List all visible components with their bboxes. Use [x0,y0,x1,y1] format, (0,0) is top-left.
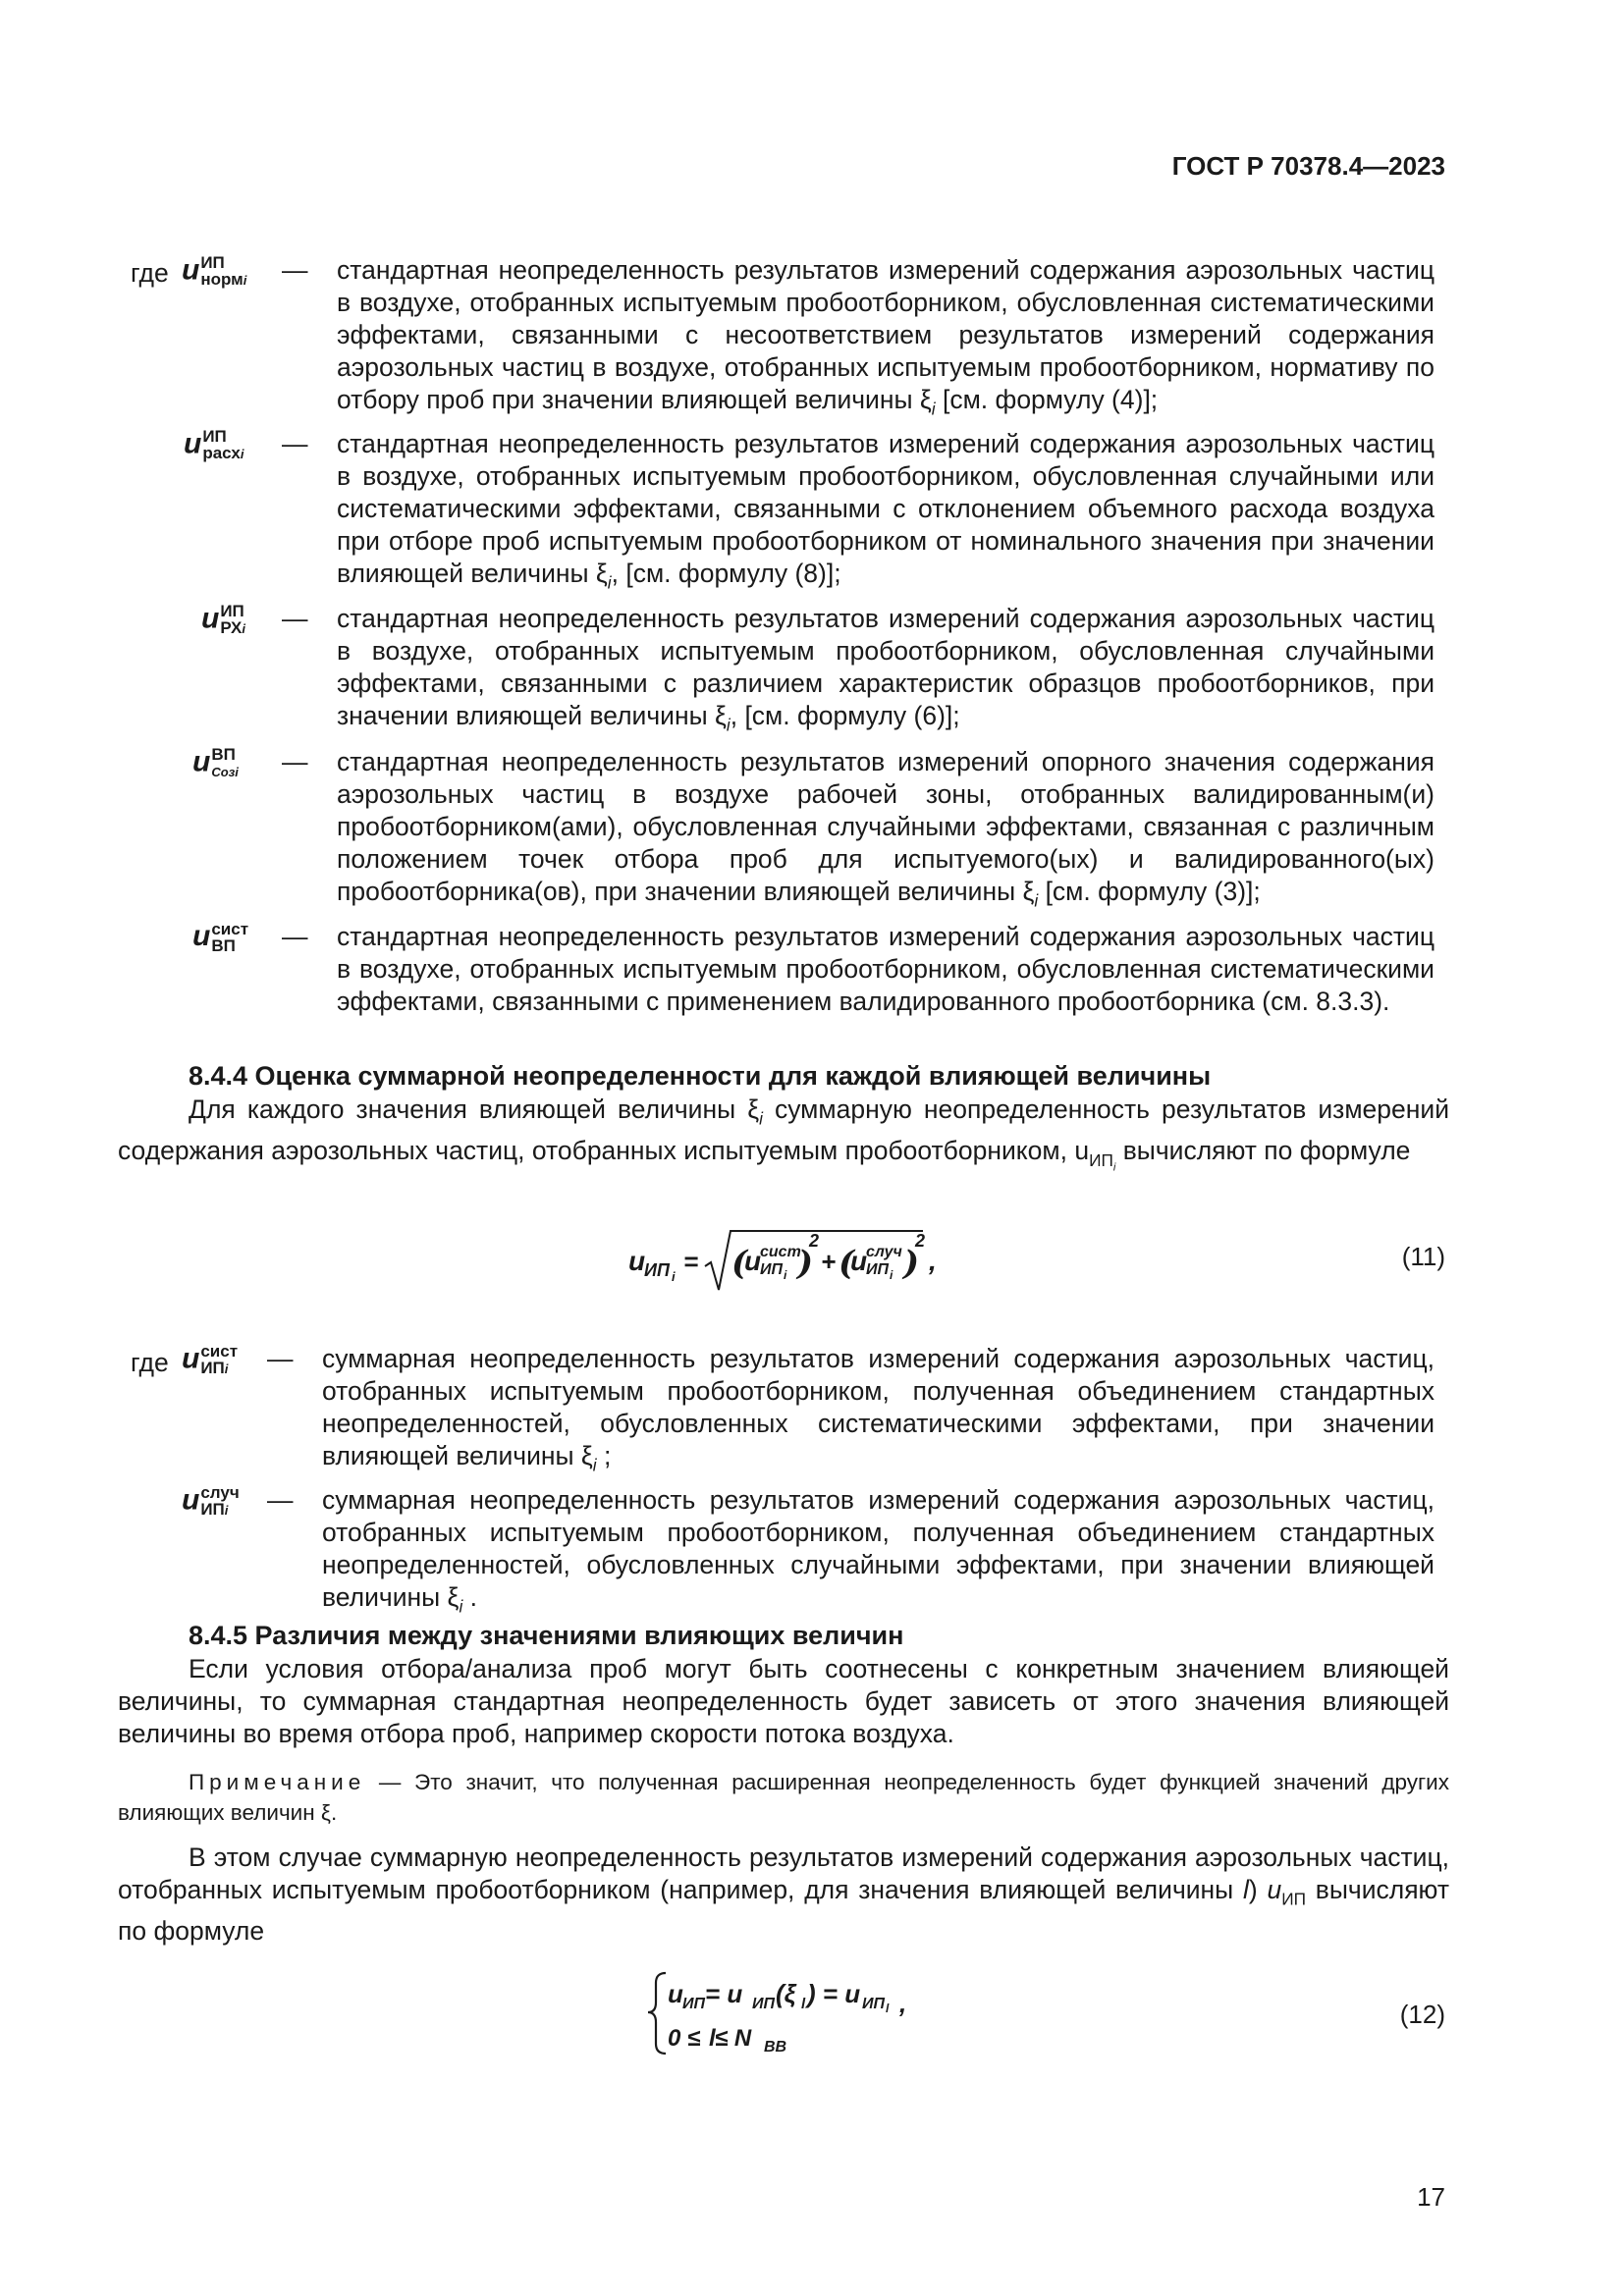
formula-11-paren: ) [797,1244,814,1283]
formula-12 [652,1969,917,2064]
formula-12-eq-u2: ) = u [807,1979,861,2008]
formula-11-paren: ) [903,1244,920,1283]
formula-11-sub-ip2: ИП [866,1261,890,1278]
formula-11-paren: ( [839,1244,855,1283]
definition-u-vp-c: стандартная неопределенность результатов измерений опорного значения содержания аэрозольных частиц в воздухе рабочей зоны, отобранных валидированным(и) пробоотборником(ами), обусловленная случайными эффектами, связанная с различным положением точек отбора проб для испытуемого(ых) и валидированного(ых) пробоотборника(ов), при значении влияющей величины $\xi_i$ [см. формулу (3)]; [337,747,1435,911]
definition-dash: — [282,604,308,633]
symbol-u-raskh: u ИП расхi [184,427,244,462]
paragraph-844: Для каждого значения влияющей величины $\xi_i$ суммарную неопределенность результатов измерений содержания аэрозольных частиц, отобранных испытуемым пробоотборником, $u_{ИП_i}$ вычисляют по формуле [118,1095,1449,1174]
formula-11-plus: + [821,1247,837,1276]
definition-u-norm: стандартная неопределенность результатов измерений содержания аэрозольных частиц в воздухе, отобранных испытуемым пробоотборником, обусловленная систематическими эффектами, связанными с несоответствием результатов измерений содержания аэрозольных частиц в воздухе, отобранных испытуемым пробоотборником, нормативу по отбору проб при значении влияющей величины $\xi_i$ [см. формулу (4)]; [337,255,1435,419]
paragraph-case: В этом случае суммарную неопределенность результатов измерений содержания аэрозольных частиц, отобранных испытуемым пробоотборником (например, для значения влияющей величины l) $u_{ИП}$ вычисляют по формуле [118,1842,1449,1947]
formula-12-eq-u: = u [705,1979,743,2008]
definition-u-raskh: стандартная неопределенность результатов измерений содержания аэрозольных частиц в воздухе, отобранных испытуемым пробоотборником, обусловленная случайными или систематическими эффектами, связанными с отклонением объемного расхода воздуха при отборе проб испытуемым пробоотборником от номинального значения при значении влияющей величины $\xi_i$, [см. формулу (8)]; [337,429,1435,593]
formula-12-idx-l: l [886,2002,890,2015]
formula-12-sub-ip2: ИП [752,1996,776,2012]
note-label: Примечание [189,1770,366,1794]
definition-u-ip-sluch: суммарная неопределенность результатов измерений содержания аэрозольных частиц, отобранных испытуемым пробоотборником, полученная объединением стандартных неопределенностей, обусловленных случайными эффектами, при значении влияющей величины $\xi_i$ . [322,1485,1435,1617]
formula-12-u: u [668,1979,683,2008]
formula-11-sq1: 2 [809,1231,820,1251]
formula-11-sq2: 2 [915,1231,926,1251]
formula-11-sup-sist: сист [760,1244,801,1260]
symbol-u-ip-sluch: u случ ИПi [182,1483,240,1519]
formula-12-comma: , [899,1989,907,2018]
definition-u-rkh: стандартная неопределенность результатов измерений содержания аэрозольных частиц в воздухе, отобранных испытуемым пробоотборником, обусловленная случайными эффектами, связанными с различием характеристик образцов пробоотборников, при значении влияющей величины $\xi_i$, [см. формулу (6)]; [337,604,1435,735]
formula-12-range-sub: ВВ [764,2039,787,2056]
formula-11-lhs-u: u [628,1246,646,1276]
section-heading-845: 8.4.5 Различия между значениями влияющих величин [189,1621,904,1650]
definition-dash: — [267,1485,294,1515]
formula-11-comma: , [929,1246,937,1276]
formula-12-xi: (ξ [776,1979,796,2008]
symbol-u-rkh: u ИП РХi [201,602,245,637]
definition-dash: — [282,429,308,458]
formula-11-eq: = [683,1247,699,1276]
formula-11-sub-ip1: ИП [760,1261,784,1278]
formula-11-sup-sluch: случ [866,1244,902,1260]
formula-11-idx2: i [890,1268,893,1282]
formula-12-range-l: l [709,2025,716,2052]
note: Примечание — Это значит, что полученная расширенная неопределенность будет функцией значений других влияющих величин ξ. [118,1770,1449,1825]
formula-11-lhs-idx: i [672,1269,676,1284]
definition-u-vp-sist: стандартная неопределенность результатов измерений содержания аэрозольных частиц в воздухе, отобранных испытуемым пробоотборником, обусловленная систематическими эффектами, связанными с применением валидированного пробоотборника (см. 8.3.3). [337,922,1435,1016]
symbol-u-vp-c: u ВП Cозi [192,745,239,779]
paragraph-845: Если условия отбора/анализа проб могут быть соотнесены с конкретным значением влияющей величины, то суммарная стандартная неопределенность будет зависеть от этого значения влияющей величины во время отбора проб, например скорости потока воздуха. [118,1654,1449,1748]
page-number: 17 [1417,2182,1445,2212]
definition-dash: — [282,255,308,285]
symbol-u-norm: u ИП нормi [182,253,247,289]
definition-dash: — [282,747,308,776]
formula-11-lhs-sub: ИП [644,1260,670,1280]
document-header: ГОСТ Р 70378.4—2023 [1171,151,1445,181]
formula-11-graphic [628,1225,952,1304]
where-label: где [131,1348,169,1377]
formula-12-sub-ip: ИП [682,1996,706,2012]
definition-dash: — [282,922,308,951]
formula-12-sub-ip3: ИП [862,1996,886,2012]
formula-12-range-n: ≤ N [715,2025,752,2052]
formula-11-u1: u [744,1246,762,1276]
formula-11-idx1: i [784,1268,787,1282]
formula-12-range-a: 0 ≤ [668,2025,701,2052]
equation-number-11: (11) [1401,1242,1445,1271]
definition-u-ip-sist: суммарная неопределенность результатов измерений содержания аэрозольных частиц, отобранных испытуемым пробоотборником, полученная объединением стандартных неопределенностей, обусловленных систематическими эффектами, при значении влияющей величины $\xi_i$ ; [322,1344,1435,1475]
formula-12-l: l [801,1996,806,2012]
formula-11-paren: ( [731,1244,748,1283]
where-label: где [131,258,169,288]
formula-12-graphic [652,1969,917,2057]
formula-12-brace [648,1973,666,2054]
symbol-u-vp-sist: u сист ВП [192,919,249,955]
formula-11 [628,1225,952,1310]
definition-dash: — [267,1344,294,1373]
formula-11-u2: u [850,1246,868,1276]
section-heading-844: 8.4.4 Оценка суммарной неопределенности для каждой влияющей величины [189,1061,1212,1091]
equation-number-12: (12) [1399,2000,1445,2029]
symbol-u-ip-sist: u сист ИПi [182,1342,239,1377]
